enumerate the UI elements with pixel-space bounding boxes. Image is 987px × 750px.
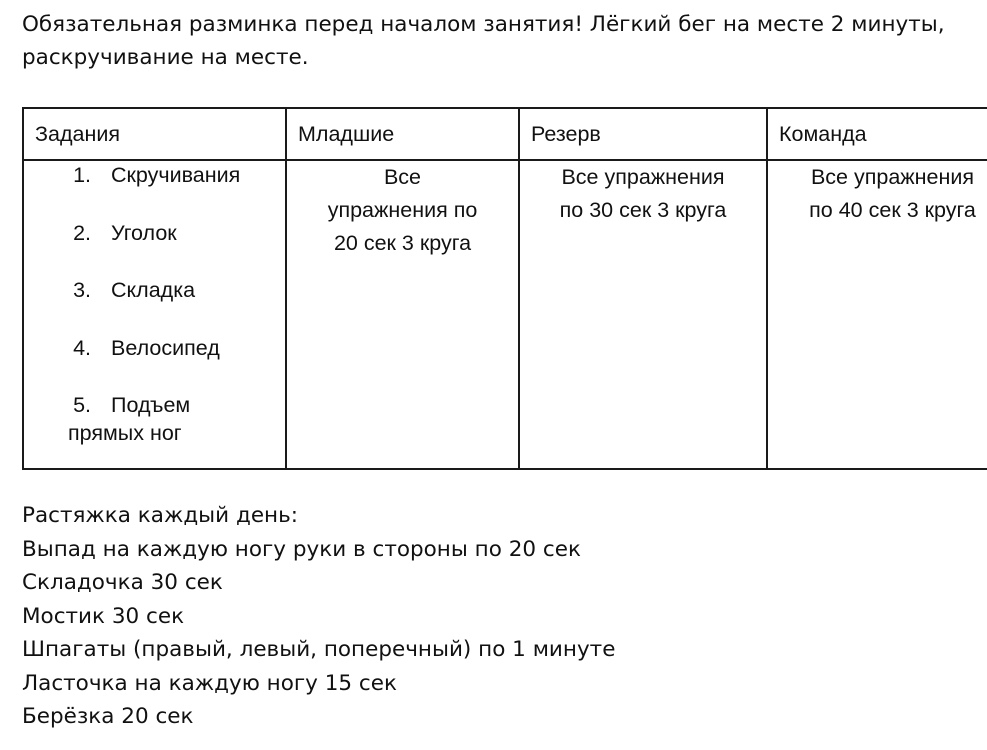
- list-item: Шпагаты (правый, левый, поперечный) по 1 минуте: [22, 637, 616, 662]
- training-table: [22, 107, 987, 470]
- list-item: Берёзка 20 сек: [22, 704, 194, 729]
- header-juniors: Младшие: [286, 108, 519, 160]
- task-number: 1.: [73, 163, 91, 187]
- task-label-continuation: прямых ног: [68, 421, 182, 445]
- list-item: Мостик 30 сек: [22, 603, 185, 629]
- task-label: Подъем: [111, 393, 191, 417]
- table-header-row: [23, 108, 987, 160]
- header-team: Команда: [767, 108, 987, 160]
- task-number: 4.: [73, 335, 91, 360]
- header-tasks: Задания: [23, 108, 286, 160]
- list-item: [24, 391, 285, 447]
- intro-line-1: Обязательная разминка перед началом занятия! Лёгкий бег на месте 2 минуты,: [22, 12, 945, 37]
- list-item: [24, 276, 285, 304]
- task-label: Велосипед: [111, 335, 220, 360]
- juniors-description: Все упражнения по 20 сек 3 круга: [327, 165, 478, 255]
- list-item: Выпад на каждую ногу руки в стороны по 20 сек: [22, 536, 581, 562]
- stretching-section: [22, 499, 615, 734]
- task-label: Скручивания: [111, 163, 241, 187]
- task-list: [24, 161, 285, 447]
- reserve-description: Все упражнения по 30 сек 3 круга: [559, 165, 727, 222]
- stretching-title: Растяжка каждый день:: [22, 503, 299, 528]
- task-number: 2.: [73, 220, 91, 245]
- tasks-cell: [23, 160, 286, 469]
- task-number: 5.: [73, 393, 91, 417]
- list-item: [24, 334, 285, 362]
- list-item: [24, 161, 285, 189]
- task-label: Уголок: [111, 220, 177, 245]
- list-item: Складочка 30 сек: [22, 570, 223, 595]
- list-item: [24, 219, 285, 247]
- task-number: 3.: [73, 278, 91, 302]
- team-cell: [767, 160, 987, 469]
- reserve-cell: [519, 160, 767, 469]
- team-description: Все упражнения по 40 сек 3 круга: [809, 165, 976, 222]
- task-label: Складка: [111, 278, 196, 302]
- list-item: Ласточка на каждую ногу 15 сек: [22, 670, 397, 696]
- intro-paragraph: [22, 8, 972, 74]
- intro-line-2: раскручивание на месте.: [22, 45, 309, 70]
- juniors-cell: [286, 160, 519, 469]
- header-reserve: Резерв: [519, 108, 767, 160]
- table-row: [23, 160, 987, 469]
